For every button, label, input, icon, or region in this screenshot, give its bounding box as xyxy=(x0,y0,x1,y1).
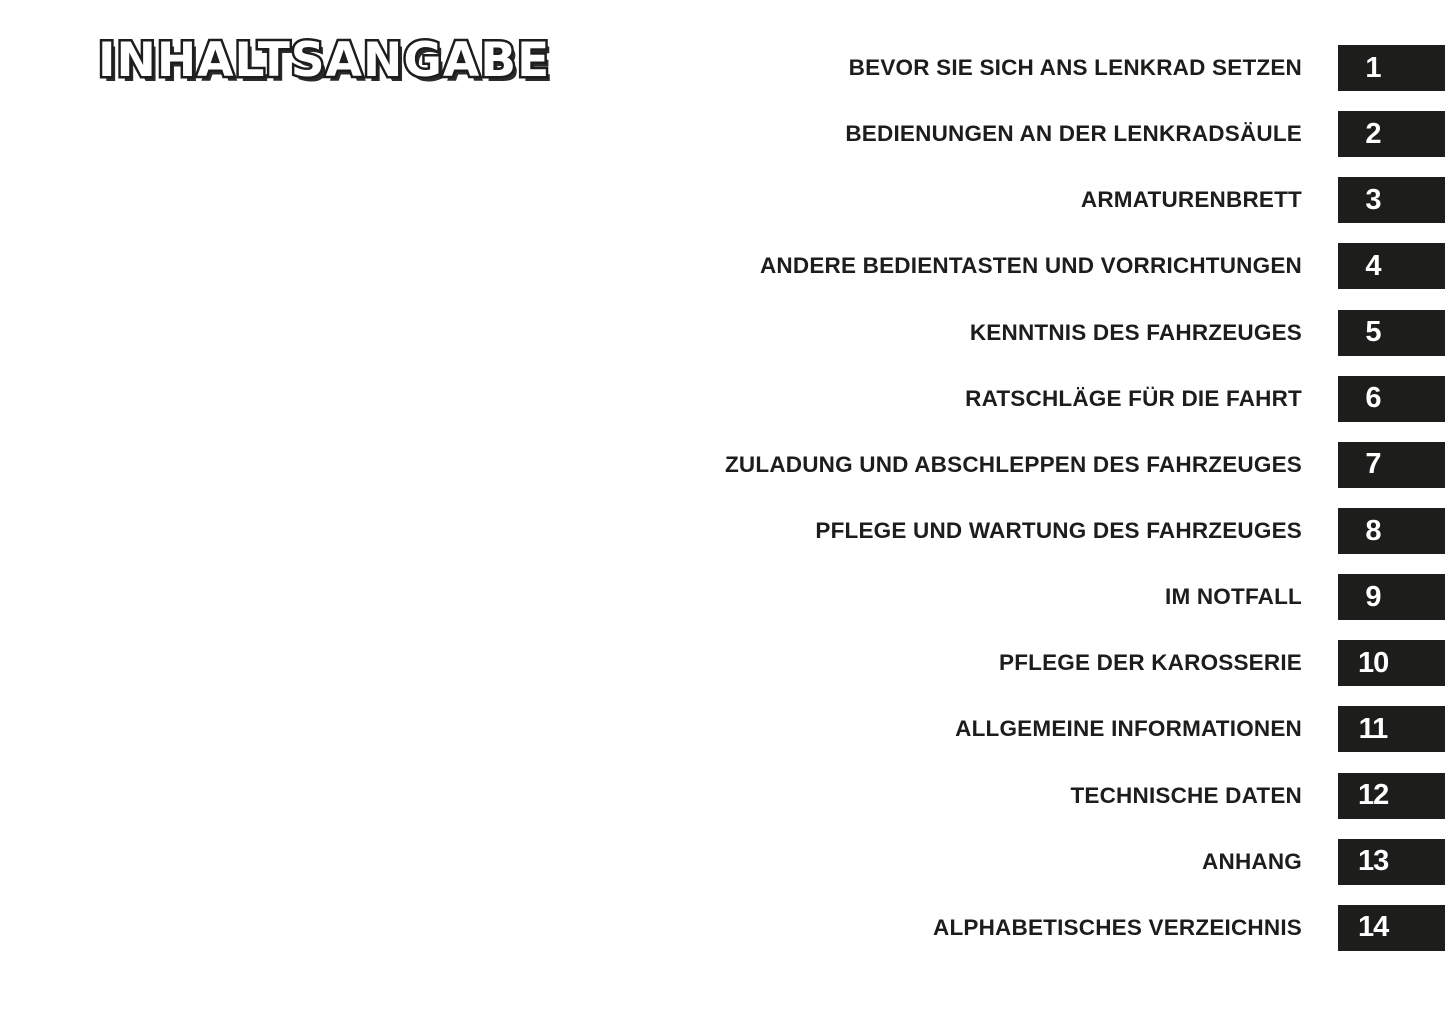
chapter-number-box xyxy=(1338,243,1445,289)
toc-entry-label: ALPHABETISCHES VERZEICHNIS xyxy=(933,914,1302,940)
toc-entry-label: KENNTNIS DES FAHRZEUGES xyxy=(969,319,1302,345)
toc-entry-label: BEDIENUNGEN AN DER LENKRADSÄULE xyxy=(845,121,1302,147)
chapter-number: 4 xyxy=(1365,249,1381,282)
toc-list xyxy=(0,35,1445,961)
chapter-number: 14 xyxy=(1358,911,1389,944)
chapter-number-box xyxy=(1338,574,1445,620)
toc-entry-label: PFLEGE DER KAROSSERIE xyxy=(999,650,1302,676)
chapter-number-box xyxy=(1338,706,1445,752)
chapter-number: 5 xyxy=(1365,316,1381,349)
chapter-number-box xyxy=(1338,376,1445,422)
toc-entry-label: BEVOR SIE SICH ANS LENKRAD SETZEN xyxy=(848,55,1302,81)
toc-entry-label: PFLEGE UND WARTUNG DES FAHRZEUGES xyxy=(815,518,1302,544)
chapter-number: 7 xyxy=(1365,448,1381,481)
toc-entry-label: TECHNISCHE DATEN xyxy=(1070,782,1302,808)
chapter-number: 10 xyxy=(1358,646,1389,679)
chapter-number-box xyxy=(1338,442,1445,488)
chapter-number: 11 xyxy=(1358,712,1388,745)
toc-entry-label: ANDERE BEDIENTASTEN UND VORRICHTUNGEN xyxy=(759,253,1302,279)
chapter-number-box xyxy=(1338,773,1445,819)
chapter-number-box xyxy=(1338,310,1445,356)
toc-row[interactable] xyxy=(0,167,1445,233)
toc-entry-label: RATSCHLÄGE FÜR DIE FAHRT xyxy=(965,385,1302,411)
toc-row[interactable] xyxy=(0,763,1445,829)
toc-entry-label: ALLGEMEINE INFORMATIONEN xyxy=(955,716,1302,742)
toc-row[interactable] xyxy=(0,895,1445,961)
toc-row[interactable] xyxy=(0,366,1445,432)
chapter-number: 13 xyxy=(1358,845,1389,878)
toc-row[interactable] xyxy=(0,432,1445,498)
chapter-number-box xyxy=(1338,905,1445,951)
toc-entry-label: IM NOTFALL xyxy=(1165,584,1302,610)
toc-row[interactable] xyxy=(0,696,1445,762)
toc-entry-label: ARMATURENBRETT xyxy=(1080,187,1302,213)
toc-row[interactable] xyxy=(0,101,1445,167)
toc-row[interactable] xyxy=(0,630,1445,696)
toc-row[interactable] xyxy=(0,35,1445,101)
chapter-number-box xyxy=(1338,177,1445,223)
chapter-number: 6 xyxy=(1365,382,1381,415)
toc-row[interactable] xyxy=(0,829,1445,895)
toc-row[interactable] xyxy=(0,564,1445,630)
chapter-number-box xyxy=(1338,45,1445,91)
chapter-number: 2 xyxy=(1365,117,1381,150)
chapter-number-box xyxy=(1338,508,1445,554)
chapter-number: 1 xyxy=(1365,51,1381,84)
chapter-number-box xyxy=(1338,111,1445,157)
toc-row[interactable] xyxy=(0,498,1445,564)
chapter-number: 8 xyxy=(1365,514,1381,547)
chapter-number-box xyxy=(1338,839,1445,885)
toc-row[interactable] xyxy=(0,300,1445,366)
chapter-number-box xyxy=(1338,640,1445,686)
toc-entry-label: ZULADUNG UND ABSCHLEPPEN DES FAHRZEUGES xyxy=(724,451,1302,477)
chapter-number: 3 xyxy=(1365,183,1381,216)
toc-entry-label: ANHANG xyxy=(1202,848,1302,874)
page-title: INHALTSANGABE INHALTSANGABE xyxy=(98,34,550,88)
chapter-number: 9 xyxy=(1365,580,1381,613)
toc-row[interactable] xyxy=(0,233,1445,299)
chapter-number: 12 xyxy=(1358,779,1389,812)
